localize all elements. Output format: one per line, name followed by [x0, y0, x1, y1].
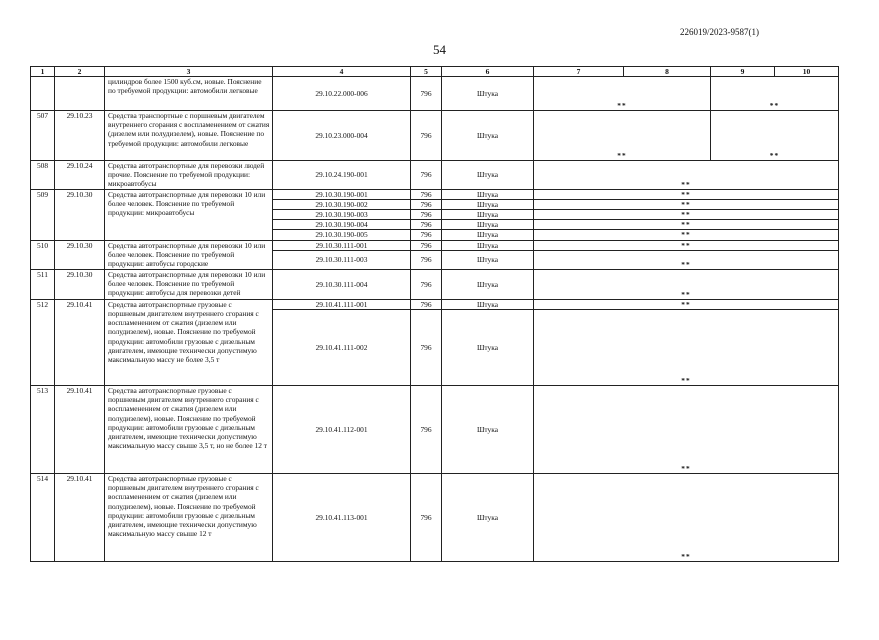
ktru-code: 29.10.24.190-001	[273, 161, 411, 190]
col-header: 1	[31, 67, 55, 77]
table-row	[31, 111, 839, 161]
row-description: Средства автотранспортные грузовые с поршневым двигателем внутреннего сгорания с воспламенением от сжатия (дизелем или полудизелем), новые. Пояснение по требуемой продукции: автомобили грузовые с дизельным двигателем, имеющие технически допустимую максимальную массу свыше 12 т	[105, 474, 273, 562]
ktru-code: 29.10.23.000-004	[273, 111, 411, 161]
unit-name: Штука	[442, 199, 534, 209]
requirement-mark: **	[534, 111, 711, 161]
unit-name: Штука	[442, 299, 534, 309]
row-description: Средства автотранспортные для перевозки людей прочие. Пояснение по требуемой продукции: микроавтобусы	[105, 161, 273, 190]
ktru-code: 29.10.41.112-001	[273, 386, 411, 474]
ktru-code: 29.10.41.113-001	[273, 474, 411, 562]
col-header: 8	[624, 67, 711, 77]
unit-name: Штука	[442, 111, 534, 161]
row-description: Средства автотранспортные для перевозки 10 или более человек. Пояснение по требуемой продукции: микроавтобусы	[105, 189, 273, 240]
okei-code: 796	[411, 77, 442, 111]
okei-code: 796	[411, 269, 442, 299]
okei-code: 796	[411, 189, 442, 199]
requirement-mark: **	[534, 310, 839, 386]
unit-name: Штука	[442, 386, 534, 474]
okpd-code: 29.10.30	[55, 240, 105, 269]
ktru-code: 29.10.30.111-001	[273, 240, 411, 250]
ktru-code: 29.10.30.111-004	[273, 269, 411, 299]
requirement-mark: **	[711, 77, 839, 111]
unit-name: Штука	[442, 210, 534, 220]
row-description: цилиндров более 1500 куб.см, новые. Пояснение по требуемой продукции: автомобили легковые	[105, 77, 273, 111]
okei-code: 796	[411, 111, 442, 161]
row-number: 511	[31, 269, 55, 299]
requirement-mark: **	[534, 161, 839, 190]
header-row	[31, 67, 839, 77]
row-number: 508	[31, 161, 55, 190]
ktru-code: 29.10.30.111-003	[273, 250, 411, 269]
okei-code: 796	[411, 310, 442, 386]
col-header: 6	[442, 67, 534, 77]
unit-name: Штука	[442, 474, 534, 562]
row-description: Средства транспортные с поршневым двигателем внутреннего сгорания с воспламенением от сжатия (дизелем или полудизелем), новые. Пояснение по требуемой продукции: автомобили легковые	[105, 111, 273, 161]
col-header: 5	[411, 67, 442, 77]
unit-name: Штука	[442, 310, 534, 386]
table-row	[31, 240, 839, 250]
col-header: 3	[105, 67, 273, 77]
table-row	[31, 269, 839, 299]
okei-code: 796	[411, 250, 442, 269]
table-row	[31, 189, 839, 199]
requirement-mark: **	[534, 474, 839, 562]
unit-name: Штука	[442, 77, 534, 111]
okei-code: 796	[411, 161, 442, 190]
okpd-code: 29.10.30	[55, 269, 105, 299]
okei-code: 796	[411, 474, 442, 562]
ktru-code: 29.10.30.190-002	[273, 199, 411, 209]
okei-code: 796	[411, 220, 442, 230]
requirement-mark: **	[534, 199, 839, 209]
row-number: 514	[31, 474, 55, 562]
requirement-mark: **	[534, 299, 839, 309]
okpd-code: 29.10.41	[55, 299, 105, 385]
okpd-code: 29.10.41	[55, 386, 105, 474]
requirement-mark: **	[711, 111, 839, 161]
row-number: 509	[31, 189, 55, 240]
requirement-mark: **	[534, 189, 839, 199]
ktru-code: 29.10.22.000-006	[273, 77, 411, 111]
row-number: 513	[31, 386, 55, 474]
document-number: 226019/2023-9587(1)	[680, 27, 759, 37]
ktru-code: 29.10.30.190-001	[273, 189, 411, 199]
requirement-mark: **	[534, 220, 839, 230]
unit-name: Штука	[442, 220, 534, 230]
okei-code: 796	[411, 386, 442, 474]
row-description: Средства автотранспортные грузовые с поршневым двигателем внутреннего сгорания с воспламенением от сжатия (дизелем или полудизелем), новые. Пояснение по требуемой продукции: автомобили грузовые с дизельным двигателем, имеющие технически допустимую максимальную массу свыше 3,5 т, но не более 12 т	[105, 386, 273, 474]
table-row	[31, 386, 839, 474]
okpd-code	[55, 77, 105, 111]
row-number	[31, 77, 55, 111]
requirement-mark: **	[534, 77, 711, 111]
col-header: 2	[55, 67, 105, 77]
table-row	[31, 299, 839, 309]
okpd-code: 29.10.30	[55, 189, 105, 240]
unit-name: Штука	[442, 161, 534, 190]
requirement-mark: **	[534, 386, 839, 474]
col-header: 7	[534, 67, 624, 77]
unit-name: Штука	[442, 240, 534, 250]
page-number: 54	[433, 42, 446, 57]
okpd-code: 29.10.24	[55, 161, 105, 190]
requirement-mark: **	[534, 250, 839, 269]
row-number: 507	[31, 111, 55, 161]
row-description: Средства автотранспортные для перевозки 10 или более человек. Пояснение по требуемой продукции: автобусы городские	[105, 240, 273, 269]
col-header: 10	[775, 67, 839, 77]
requirement-mark: **	[534, 210, 839, 220]
row-description: Средства автотранспортные грузовые с поршневым двигателем внутреннего сгорания с воспламенением от сжатия (дизелем или полудизелем), новые. Пояснение по требуемой продукции: автомобили грузовые с дизельным двигателем, имеющие технически допустимую максимальную массу не более 3,5 т	[105, 299, 273, 385]
ktru-code: 29.10.30.190-004	[273, 220, 411, 230]
row-number: 512	[31, 299, 55, 385]
okei-code: 796	[411, 199, 442, 209]
requirement-mark: **	[534, 269, 839, 299]
okei-code: 796	[411, 299, 442, 309]
row-number: 510	[31, 240, 55, 269]
ktru-code: 29.10.41.111-001	[273, 299, 411, 309]
requirement-mark: **	[534, 240, 839, 250]
ktru-code: 29.10.41.111-002	[273, 310, 411, 386]
okei-code: 796	[411, 210, 442, 220]
table-row	[31, 77, 839, 111]
unit-name: Штука	[442, 269, 534, 299]
ktru-code: 29.10.30.190-005	[273, 230, 411, 240]
requirement-mark: **	[534, 230, 839, 240]
unit-name: Штука	[442, 250, 534, 269]
unit-name: Штука	[442, 189, 534, 199]
okpd-code: 29.10.41	[55, 474, 105, 562]
unit-name: Штука	[442, 230, 534, 240]
col-header: 4	[273, 67, 411, 77]
okpd-code: 29.10.23	[55, 111, 105, 161]
row-description: Средства автотранспортные для перевозки 10 или более человек. Пояснение по требуемой продукции: автобусы для перевозки детей	[105, 269, 273, 299]
okei-code: 796	[411, 240, 442, 250]
ktru-code: 29.10.30.190-003	[273, 210, 411, 220]
okei-code: 796	[411, 230, 442, 240]
table-row	[31, 161, 839, 190]
procurement-table	[30, 66, 839, 562]
col-header: 9	[711, 67, 775, 77]
table-row	[31, 474, 839, 562]
